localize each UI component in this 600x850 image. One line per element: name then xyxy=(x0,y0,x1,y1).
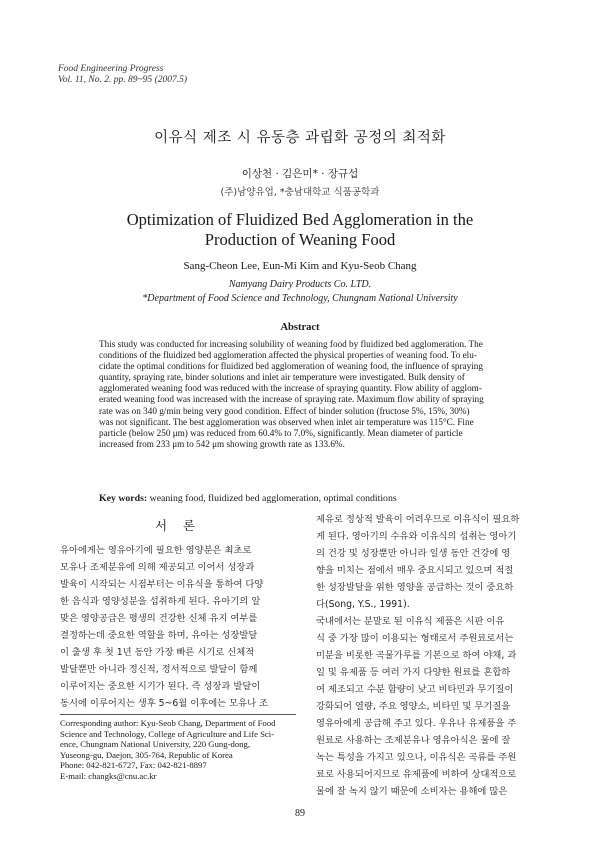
abstract-line: particle (below 250 μm) was reduced from 60.4% to 7.0%, significantly. Mean diameter of particle xyxy=(99,427,463,438)
body-line: 원료로 사용하는 조제분유나 영유아식은 물에 잘 xyxy=(316,735,511,746)
abstract-line: rate was on 340 g/min being very good condition. Effect of binder solution (fructose 5%, 15%, 30%) xyxy=(99,405,470,416)
footnote-email[interactable]: E-mail: changks@cnu.ac.kr xyxy=(60,770,157,781)
footnote-line: Corresponding author: Kyu-Seob Chang, Department of Food xyxy=(60,718,276,728)
body-line: 게 된다. 영아기의 수유와 이유식의 섭취는 영아기 xyxy=(316,531,517,542)
korean-authors: 이상천 · 김은미* · 장규섭 xyxy=(241,168,359,180)
footnote-divider xyxy=(60,714,296,715)
section-heading-introduction: 서 론 xyxy=(154,518,202,533)
body-line: 제유로 정상적 발육이 어려우므로 이유식이 필요하 xyxy=(316,514,520,525)
abstract-line: conditions of the fluidized bed agglomeration affected the physical properties of weaning food. To elu- xyxy=(99,350,477,361)
english-affiliation xyxy=(0,278,600,306)
abstract-line: quantity, spraying rate, binder solutions and inlet air temperature were investigated. Bulk density of xyxy=(99,372,465,383)
body-line: 발달뿐만 아니라 정신적, 정서적으로 발달이 함께 xyxy=(60,664,258,675)
keywords-label: Key words: xyxy=(99,493,148,504)
journal-issue: Vol. 11, No. 2. pp. 89~95 (2007.5) xyxy=(58,75,187,85)
abstract-line: agglomerated weaning food was reduced with the increase of spraying quantity. Flow ability of agglom- xyxy=(99,383,482,394)
affiliation-line: *Department of Food Science and Technology, Chungnam National University xyxy=(142,293,458,304)
body-line: 발육이 시작되는 시점부터는 이유식을 통하여 다양 xyxy=(60,579,264,590)
body-line: 모유나 조제분유에 의해 제공되고 이어서 성장과 xyxy=(60,562,255,573)
body-line: 국내에서는 분말로 된 이유식 제품은 시판 이유 xyxy=(316,616,505,627)
abstract-heading: Abstract xyxy=(280,322,320,333)
abstract-line: cidate the optimal conditions for fluidized bed agglomeration of weaning food, the influence of spraying xyxy=(99,361,483,372)
body-line: 강화되어 열량, 주요 영양소, 비타민 및 무기질을 xyxy=(316,701,511,712)
right-column xyxy=(316,511,552,800)
body-line: 이 출생 후 첫 1년 동안 가장 빠른 시기로 신체적 xyxy=(60,647,255,658)
keywords-list: weaning food, fluidized bed agglomeration, optimal conditions xyxy=(147,493,397,504)
body-line: 유아에게는 영유아기에 필요한 영양분은 최초로 xyxy=(60,545,252,556)
body-line: 식 중 가장 많이 이용되는 형태로서 주원료로서는 xyxy=(316,633,514,644)
body-line: 영유아에게 공급해 주고 있다. 우유나 유제품을 주 xyxy=(316,718,517,729)
corresponding-author-footnote xyxy=(60,718,300,782)
keywords xyxy=(99,493,509,504)
body-line: 일 및 유제품 등 여러 가지 다양한 원료를 혼합하 xyxy=(316,667,511,678)
english-authors: Sang-Cheon Lee, Eun-Mi Kim and Kyu-Seob Chang xyxy=(183,260,417,272)
body-line: 다(Song, Y.S., 1991). xyxy=(316,599,410,610)
footnote-line: Science and Technology, College of Agriculture and Life Sci- xyxy=(60,728,275,739)
body-line: 한 음식과 영양성분을 섭취하게 된다. 유아기의 알 xyxy=(60,596,261,607)
footnote-line: Phone: 042-821-6727, Fax: 042-821-8897 xyxy=(60,760,207,771)
body-line: 료로 사용되어지므로 유제품에 비하여 상대적으로 xyxy=(316,769,517,780)
footnote-line: ence, Chungnam National University, 220 Gung-dong, xyxy=(60,739,251,750)
english-title-line: Optimization of Fluidized Bed Agglomeration in the xyxy=(126,210,474,229)
journal-header xyxy=(58,64,187,86)
abstract-line: erated weaning food was increased with the increase of spraying rate. Maximum flow ability of spraying xyxy=(99,394,484,405)
body-line: 향을 미치는 점에서 매우 중요시되고 있으며 적절 xyxy=(316,565,514,576)
body-line: 의 건강 및 성장뿐만 아니라 일생 동안 건강에 영 xyxy=(316,548,511,559)
body-line: 동시에 이루어지는 생후 5~6월 이후에는 모유나 조 xyxy=(60,698,268,709)
body-line: 여 제조되고 수분 함량이 낮고 비타민과 무기질이 xyxy=(316,684,514,695)
body-line: 미분을 비롯한 곡물가루를 기본으로 하여 야채, 과 xyxy=(316,650,517,661)
abstract-body xyxy=(99,339,509,450)
korean-affiliation: (주)남양유업, *충남대학교 식품공학과 xyxy=(220,187,380,198)
abstract-line: was not significant. The best agglomeration was observed when inlet air temperature was 115°C. Fine xyxy=(99,416,474,427)
body-line: 물에 잘 녹지 않기 때문에 소비자는 용해에 많은 xyxy=(316,786,508,797)
body-line: 이루어지는 중요한 시기가 된다. 즉 성장과 발달이 xyxy=(60,681,261,692)
body-line: 녹는 특성을 가지고 있으나, 이유식은 곡류를 주원 xyxy=(316,752,517,763)
body-line: 맞은 영양공급은 평생의 건강한 신체 유지 여부를 xyxy=(60,613,258,624)
affiliation-line: Namyang Dairy Products Co. LTD. xyxy=(228,279,372,290)
page-number: 89 xyxy=(295,808,305,819)
abstract-line: increased from 233 μm to 542 μm showing growth rate as 133.6%. xyxy=(99,438,345,449)
body-line: 결정하는데 중요한 역할을 하며, 유아는 성장발달 xyxy=(60,630,258,641)
body-line: 한 성장발달을 위한 영양을 공급하는 것이 중요하 xyxy=(316,582,514,593)
english-title-line: Production of Weaning Food xyxy=(204,230,396,249)
english-title xyxy=(0,210,600,250)
korean-title: 이유식 제조 시 유동층 과립화 공정의 최적화 xyxy=(154,130,446,146)
footnote-line: Yuseong-gu, Daejon, 305-764, Republic of Korea xyxy=(60,749,233,760)
left-column xyxy=(60,542,300,712)
abstract-line: This study was conducted for increasing solubility of weaning food by fluidized bed agglomeration. The xyxy=(99,339,483,349)
journal-name: Food Engineering Progress xyxy=(58,64,164,74)
